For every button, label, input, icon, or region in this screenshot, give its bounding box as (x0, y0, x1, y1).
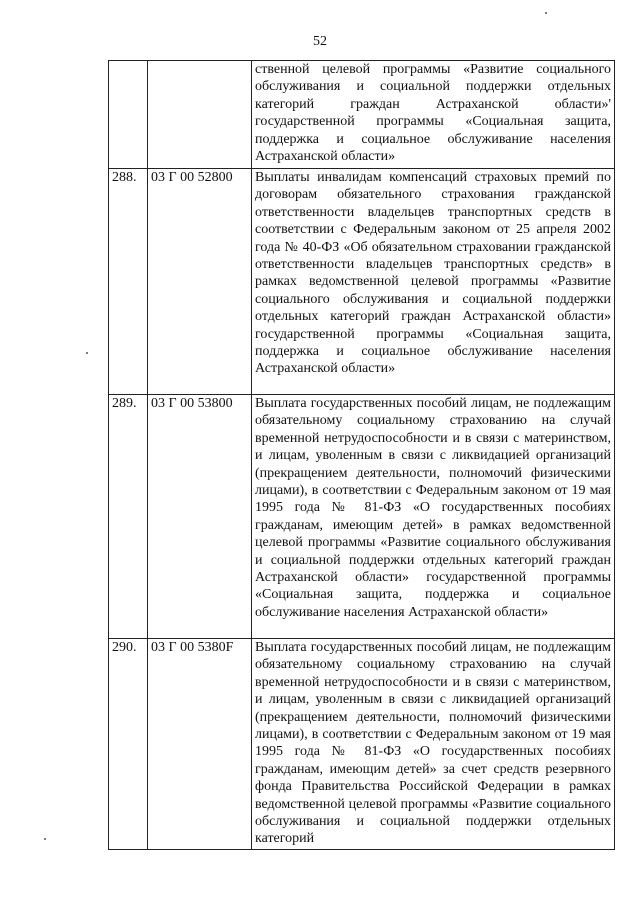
table-row (109, 639, 615, 850)
table-row (109, 61, 615, 169)
classification-code: 03 Г 00 5380F (148, 639, 252, 850)
expense-description: ственной целевой программы «Развитие социального обслуживания и социальной поддержки отдельных категорий граждан Астраханской области»' государственной программы «Социальная защита, поддержка и социальное обслуживание населения Астраханской области» (252, 61, 615, 169)
classification-code (148, 61, 252, 169)
scan-speck (44, 838, 46, 840)
row-number: 288. (109, 169, 148, 395)
scan-speck (545, 12, 547, 14)
expense-description: Выплата государственных пособий лицам, не подлежащим обязательному социальному страхованию на случай временной нетрудоспособности и в связи с материнством, и лицам, уволенным в связи с ликвидацией организаций (прекращением деятельности, полномочий физическими лицами), в соответствии с Федеральным законом от 19 мая 1995 года № 81-ФЗ «О государственных пособиях гражданам, имеющим детей» за счет средств резервного фонда Правительства Российской Федерации в рамках ведомственной целевой программы «Развитие социального обслуживания и социальной поддержки отдельных категорий (252, 639, 615, 850)
table-row (109, 395, 615, 639)
table-row (109, 169, 615, 395)
classification-code: 03 Г 00 52800 (148, 169, 252, 395)
page-number: 52 (313, 34, 327, 49)
row-number: 290. (109, 639, 148, 850)
expense-description: Выплаты инвалидам компенсаций страховых премий по договорам обязательного страхования гражданской ответственности владельцев транспортных средств в соответствии с Федеральным законом от 25 апреля 2002 года № 40-ФЗ «Об обязательном страховании гражданской ответственности владельцев транспортных средств» в рамках ведомственной целевой программы «Развитие социального обслуживания и социальной поддержки отдельных категорий граждан Астраханской области» государственной программы «Социальная защита, поддержка и социальное обслуживание населения Астраханской области» (252, 169, 615, 395)
scan-speck (86, 352, 88, 354)
expense-description: Выплата государственных пособий лицам, не подлежащим обязательному социальному страхованию на случай временной нетрудоспособности и в связи с материнством, и лицам, уволенным в связи с ликвидацией организаций (прекращением деятельности, полномочий физическими лицами), в соответствии с Федеральным законом от 19 мая 1995 года № 81-ФЗ «О государственных пособиях гражданам, имеющим детей» в рамках ведомственной целевой программы «Развитие социального обслуживания и социальной поддержки отдельных категорий граждан Астраханской области» государственной программы «Социальная защита, поддержка и социальное обслуживание населения Астраханской области» (252, 395, 615, 639)
row-number: 289. (109, 395, 148, 639)
classification-code: 03 Г 00 53800 (148, 395, 252, 639)
budget-classification-table (108, 60, 615, 850)
row-number (109, 61, 148, 169)
